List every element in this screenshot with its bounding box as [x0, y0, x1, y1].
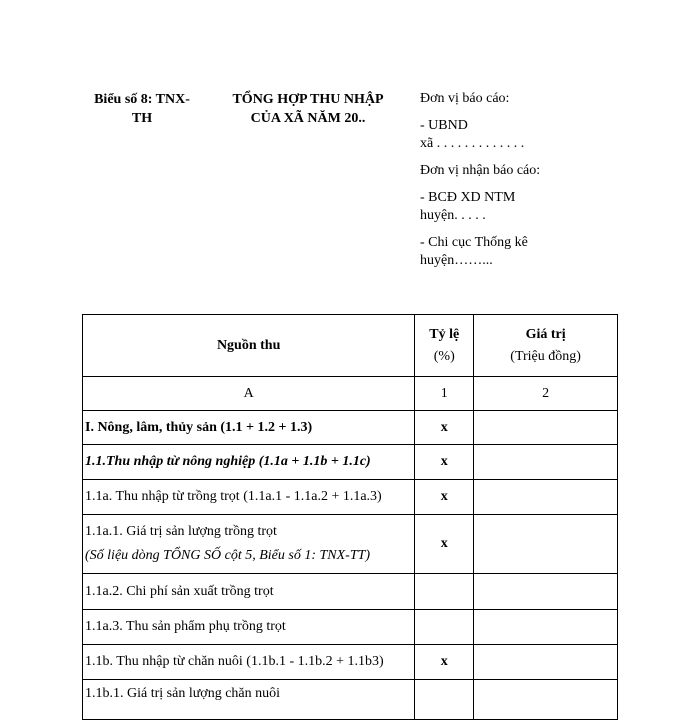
row-label: 1.1a.3. Thu sản phẩm phụ trồng trọt [83, 610, 415, 645]
form-number-line1: Biểu số 8: TNX- [94, 92, 190, 107]
row-value [474, 645, 618, 680]
receiving-unit-label: Đơn vị nhận báo cáo: [420, 163, 541, 178]
index-a: A [83, 377, 415, 411]
receiving-bcd: - BCĐ XD NTM [420, 190, 516, 205]
receiving-stat-huyen: huyện……... [420, 253, 493, 268]
table-header-row [83, 315, 618, 377]
row-label: I. Nông, lâm, thủy sản (1.1 + 1.2 + 1.3) [83, 411, 415, 445]
header-value-label: Giá trị [525, 326, 566, 342]
row-rate [415, 610, 474, 645]
row-label-main: 1.1a.1. Giá trị sản lượng trồng trọt [85, 524, 277, 539]
index-1: 1 [415, 377, 474, 411]
receiving-stat: - Chi cục Thống kê [420, 235, 528, 250]
income-table [82, 314, 618, 720]
row-rate: x [415, 480, 474, 515]
receiving-unit-bcd [420, 189, 590, 225]
table-row [83, 411, 618, 445]
index-row [83, 377, 618, 411]
table-row [83, 645, 618, 680]
row-value [474, 480, 618, 515]
report-title-line2: CỦA XÃ NĂM 20.. [250, 111, 366, 126]
reporting-xa: xã . . . . . . . . . . . . . [420, 136, 525, 151]
index-2: 2 [474, 377, 618, 411]
row-value [474, 445, 618, 480]
table-row [83, 480, 618, 515]
row-rate [415, 574, 474, 610]
report-units [420, 90, 590, 279]
report-title-line1: TỔNG HỢP THU NHẬP [232, 92, 384, 107]
header-source: Nguồn thu [83, 315, 415, 377]
row-rate: x [415, 645, 474, 680]
row-value [474, 515, 618, 574]
report-title [218, 90, 398, 128]
table-row [83, 445, 618, 480]
header-rate [415, 315, 474, 377]
reporting-unit [420, 117, 590, 153]
header-value [474, 315, 618, 377]
row-rate: x [415, 515, 474, 574]
form-number [82, 90, 202, 128]
table-row [83, 574, 618, 610]
row-value [474, 574, 618, 610]
row-value [474, 610, 618, 645]
row-label: 1.1a.2. Chi phí sản xuất trồng trọt [83, 574, 415, 610]
receiving-bcd-huyen: huyện. . . . . [420, 208, 486, 223]
row-label-note: (Số liệu dòng TỔNG SỐ cột 5, Biểu số 1: TNX-TT) [85, 548, 371, 563]
header-rate-unit: (%) [433, 348, 455, 364]
row-label: 1.1.Thu nhập từ nông nghiệp (1.1a + 1.1b + 1.1c) [83, 445, 415, 480]
table-row [83, 610, 618, 645]
row-value [474, 411, 618, 445]
row-label: 1.1a. Thu nhập từ trồng trọt (1.1a.1 - 1.1a.2 + 1.1a.3) [83, 480, 415, 515]
reporting-unit-label: Đơn vị báo cáo: [420, 91, 510, 106]
reporting-ubnd: - UBND [420, 118, 468, 133]
row-rate: x [415, 411, 474, 445]
row-rate: x [415, 445, 474, 480]
header-rate-label: Tỷ lệ [429, 326, 460, 342]
row-label: 1.1b. Thu nhập từ chăn nuôi (1.1b.1 - 1.1b.2 + 1.1b3) [83, 645, 415, 680]
form-number-line2: TH [131, 111, 153, 126]
row-label: 1.1b.1. Giá trị sản lượng chăn nuôi [83, 680, 415, 720]
header-value-unit: (Triệu đồng) [510, 348, 581, 364]
receiving-unit-stat [420, 234, 590, 270]
row-label [83, 515, 415, 574]
table-row [83, 515, 618, 574]
